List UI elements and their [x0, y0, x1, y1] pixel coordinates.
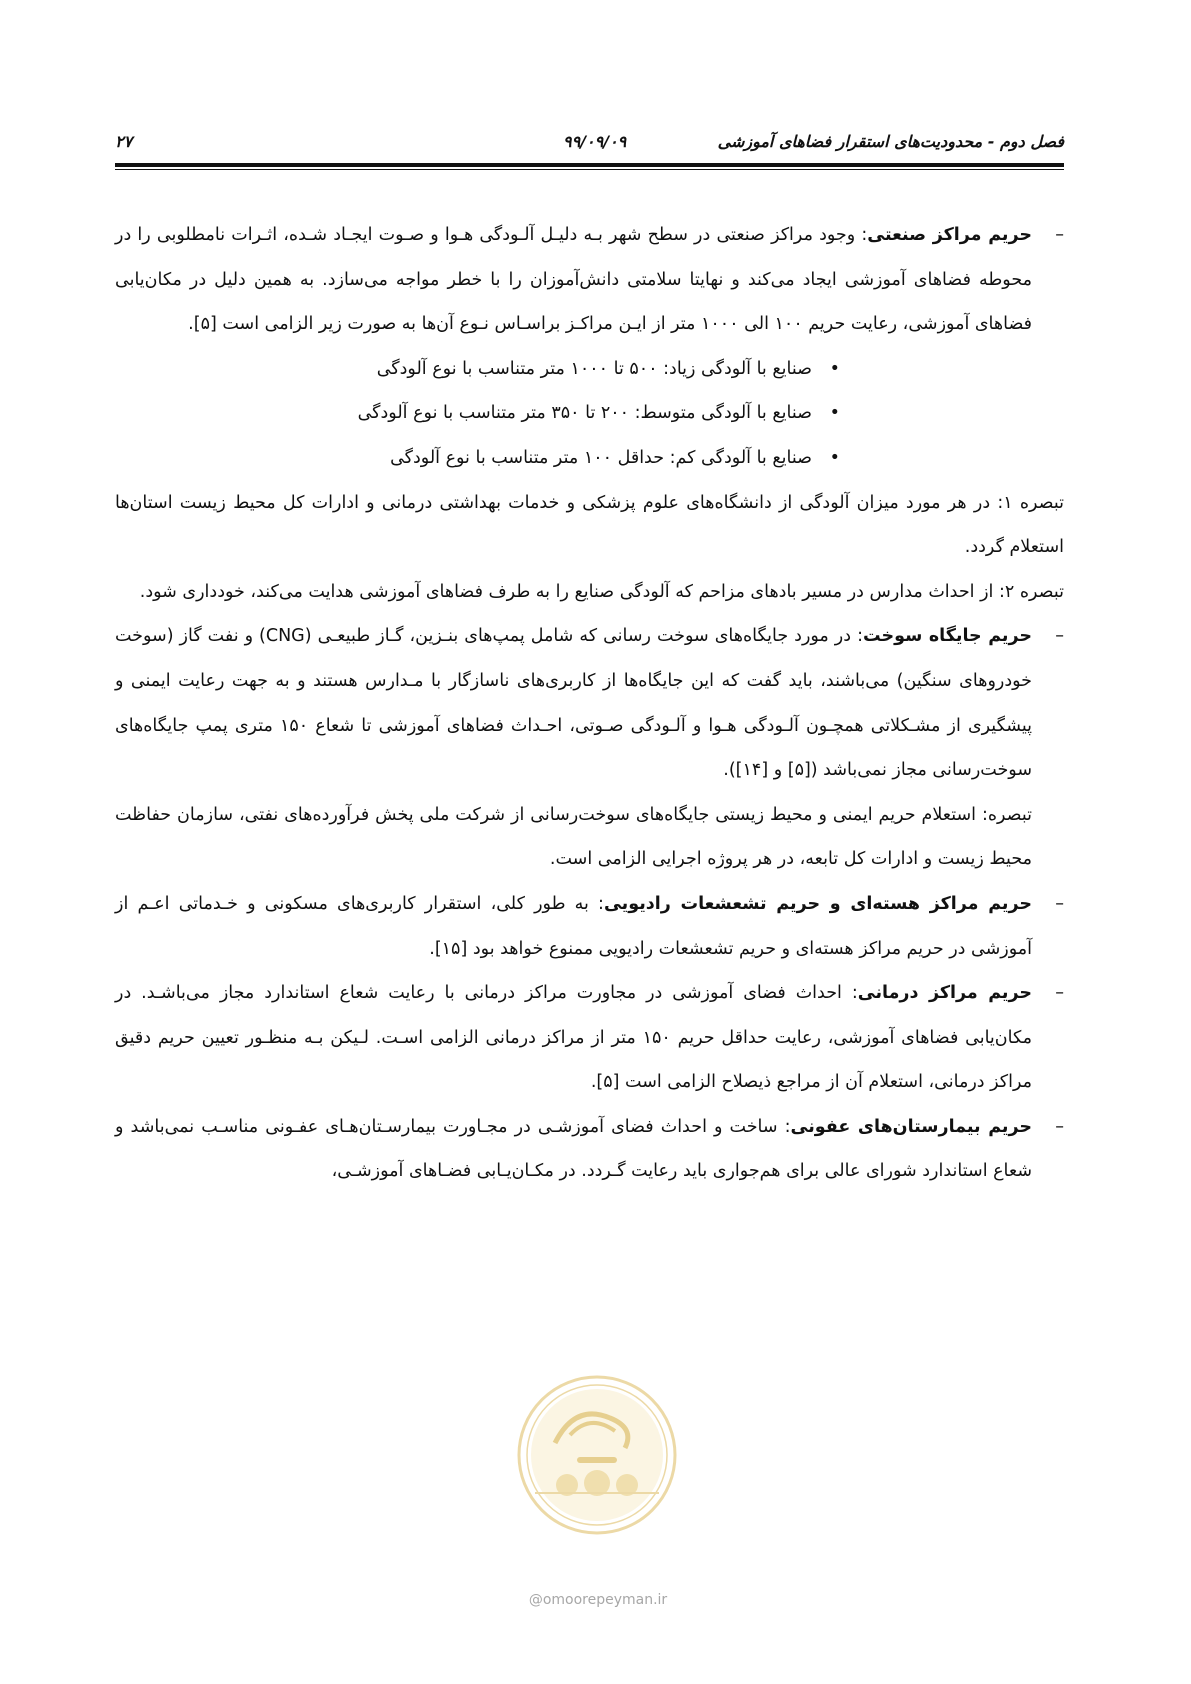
bullet-icon: •: [829, 403, 840, 424]
bullet-icon: •: [829, 447, 840, 468]
section-title: حریم مراکز هسته‌ای و حریم تشعشعات رادیویی: [603, 893, 1032, 914]
section-title: حریم جایگاه سوخت: [862, 626, 1032, 647]
list-item: • صنایع با آلودگی کم: حداقل ۱۰۰ متر متناسب با نوع آلودگی: [115, 436, 1064, 481]
header-rule-thick: [115, 163, 1064, 167]
section-title: حریم بیمارستان‌های عفونی: [790, 1116, 1032, 1137]
dash-marker: –: [1055, 983, 1064, 1004]
seal-icon: [515, 1373, 679, 1537]
section-industrial: [115, 213, 1064, 347]
dash-marker: –: [1055, 225, 1064, 245]
page-number: ۲۷: [115, 132, 133, 151]
page-body: [115, 213, 1064, 1194]
pollution-list: [115, 347, 1064, 481]
dash-marker: –: [1055, 1116, 1064, 1137]
dash-marker: –: [1055, 893, 1064, 914]
section-title: حریم مراکز درمانی: [857, 983, 1032, 1004]
fuel-note: تبصره: استعلام حریم ایمنی و محیط زیستی جایگاه‌های سوخت‌رسانی از شرکت ملی پخش فرآورده‌های نفتی، سازمان حفاظت محیط زیست و ادارات کل تابعه، در هر پروژه اجرایی الزامی است.: [115, 804, 1032, 870]
section-fuel-station: [115, 614, 1064, 792]
header-rule-thin: [115, 169, 1064, 170]
header-date: ۹۹/۰۹/۰۹: [563, 132, 627, 151]
section-title: حریم مراکز صنعتی: [867, 225, 1032, 245]
section-nuclear: [115, 882, 1064, 971]
section-text: : در مورد جایگاه‌های سوخت رسانی که شامل پمپ‌های بنـزین، گـاز طبیعـی (CNG) و نفت گاز (سوخت خودروهای سنگین) می‌باشند، باید گفت که این جایگاه‌ها از کاربری‌های ناسازگار با مـدارس هستند و به جهت رعایت ایمنی و پیشگیری از مشـکلاتی همچـون آلـودگی هـوا و آلـودگی صـوتی، احـداث فضاهای آموزشی تا شعاع ۱۵۰ متری پمپ جایگاه‌های سوخت‌رسانی مجاز نمی‌باشد ([۵] و [۱۴]).: [115, 626, 1032, 781]
dash-marker: –: [1055, 626, 1064, 647]
section-medical: [115, 971, 1064, 1105]
site-watermark: @omoorepeyman.ir: [528, 1592, 668, 1608]
list-item: • صنایع با آلودگی زیاد: ۵۰۰ تا ۱۰۰۰ متر متناسب با نوع آلودگی: [115, 347, 1064, 392]
section-infectious-hospital: [115, 1105, 1064, 1194]
page-header: [115, 126, 1064, 156]
bullet-icon: •: [829, 358, 840, 379]
note-1: تبصره ۱: در هر مورد میزان آلودگی از دانشگاه‌های علوم پزشکی و خدمات بهداشتی درمانی و ادارات کل محیط زیست استان‌ها استعلام گردد.: [115, 492, 1064, 558]
section-text: : ساخت و احداث فضای آموزشـی در مجـاورت بیمارسـتان‌هـای عفـونی مناسـب نمی‌باشد و شعاع استاندارد شورای عالی برای هم‌جواری باید رعایت گـردد. در مکـان‌یـابی فضـاهای آموزشـی،: [115, 1116, 1032, 1182]
chapter-title: فصل دوم - محدودیت‌های استقرار فضاهای آموزشی: [717, 132, 1064, 151]
note-2: تبصره ۲: از احداث مدارس در مسیر بادهای مزاحم که آلودگی صنایع را به طرف فضاهای آموزشی هدایت می‌کند، خودداری شود.: [139, 581, 1064, 602]
section-text: : وجود مراکز صنعتی در سطح شهر بـه دلیـل آلـودگی هـوا و صـوت ایجـاد شـده، اثـرات نامطلوبی را در محوطه فضاهای آموزشی ایجاد می‌کند و نهایتا سلامتی دانش‌آموزان را با خطر مواجه می‌سازد. به همین دلیل در مکان‌یابی فضاهای آموزشی، رعایت حریم ۱۰۰ الی ۱۰۰۰ متر از ایـن مراکـز براسـاس نـوع آن‌ها به صورت زیر الزامی است [۵].: [115, 225, 1032, 335]
list-item: • صنایع با آلودگی متوسط: ۲۰۰ تا ۳۵۰ متر متناسب با نوع آلودگی: [115, 391, 1064, 436]
section-text: : به طور کلی، استقرار کاربری‌های مسکونی و خـدماتی اعـم از آموزشی در حریم مراکز هسته‌ای و حریم تشعشعات رادیویی ممنوع خواهد بود [۱۵].: [115, 893, 1032, 959]
seal-logo: [515, 1373, 679, 1537]
section-text: : احداث فضای آموزشی در مجاورت مراکز درمانی با رعایت شعاع استاندارد مجاز می‌باشـد. در مکان‌یابی فضاهای آموزشی، رعایت حداقل حریم ۱۵۰ متر از مراکز درمانی الزامی اسـت. لـیکن بـه منظـور تعیین حریم دقیق مراکز درمانی، استعلام آن از مراجع ذیصلاح الزامی است [۵].: [115, 983, 1032, 1093]
